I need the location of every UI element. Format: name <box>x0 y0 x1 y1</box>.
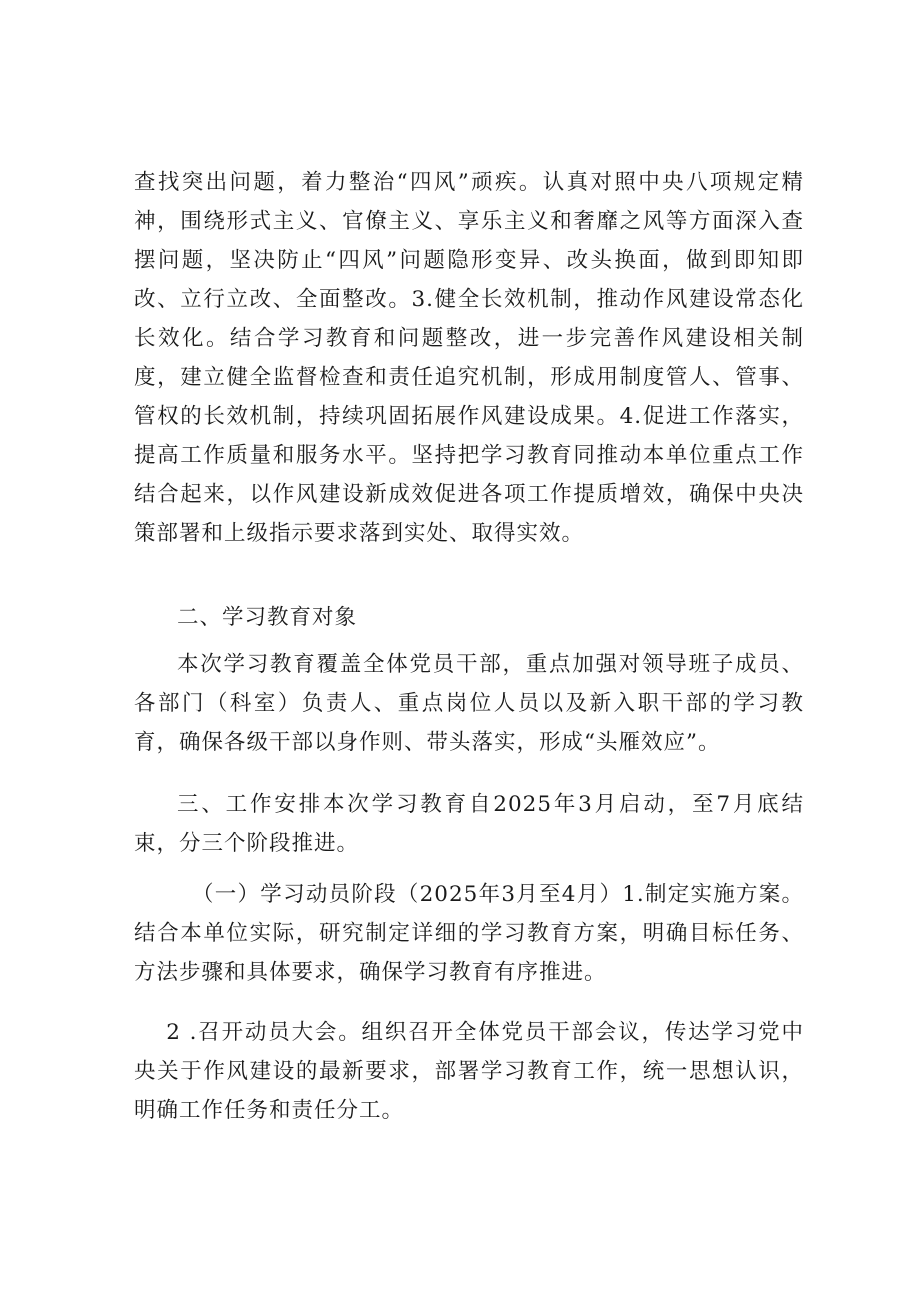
paragraph-work-arrangement: 三、工作安排本次学习教育自2025年3月启动，至7月底结束，分三个阶段推进。 <box>134 792 804 856</box>
section-heading-study-targets: 二、学习教育对象 <box>177 605 358 630</box>
paragraph-problem-rectification: 查找突出问题，着力整治“四风”顽疾。认真对照中央八项规定精神，围绕形式主义、官僚主义、享乐主义和奢靡之风等方面深入查摆问题，坚决防止“四风”问题隐形变异、改头换面，做到即知即改、立行立改、全面整改。3.健全长效机制，推动作风建设常态化长效化。结合学习教育和问题整改，进一步完善作风建设相关制度，建立健全监督检查和责任追究机制，形成用制度管人、管事、管权的长效机制，持续巩固拓展作风建设成果。4.促进工作落实，提高工作质量和服务水平。坚持把学习教育同推动本单位重点工作结合起来，以作风建设新成效促进各项工作提质增效，确保中央决策部署和上级指示要求落到实处、取得实效。 <box>134 170 804 546</box>
paragraph-study-targets: 本次学习教育覆盖全体党员干部，重点加强对领导班子成员、各部门（科室）负责人、重点岗位人员以及新入职干部的学习教育，确保各级干部以身作则、带头落实，形成“头雁效应”。 <box>134 652 804 755</box>
paragraph-mobilization-meeting: 2 .召开动员大会。组织召开全体党员干部会议，传达学习党中央关于作风建设的最新要求，部署学习教育工作，统一思想认识，明确工作任务和责任分工。 <box>134 1020 804 1123</box>
paragraph-mobilization-stage: （一）学习动员阶段（2025年3月至4月）1.制定实施方案。结合本单位实际，研究制定详细的学习教育方案，明确目标任务、方法步骤和具体要求，确保学习教育有序推进。 <box>134 882 804 985</box>
